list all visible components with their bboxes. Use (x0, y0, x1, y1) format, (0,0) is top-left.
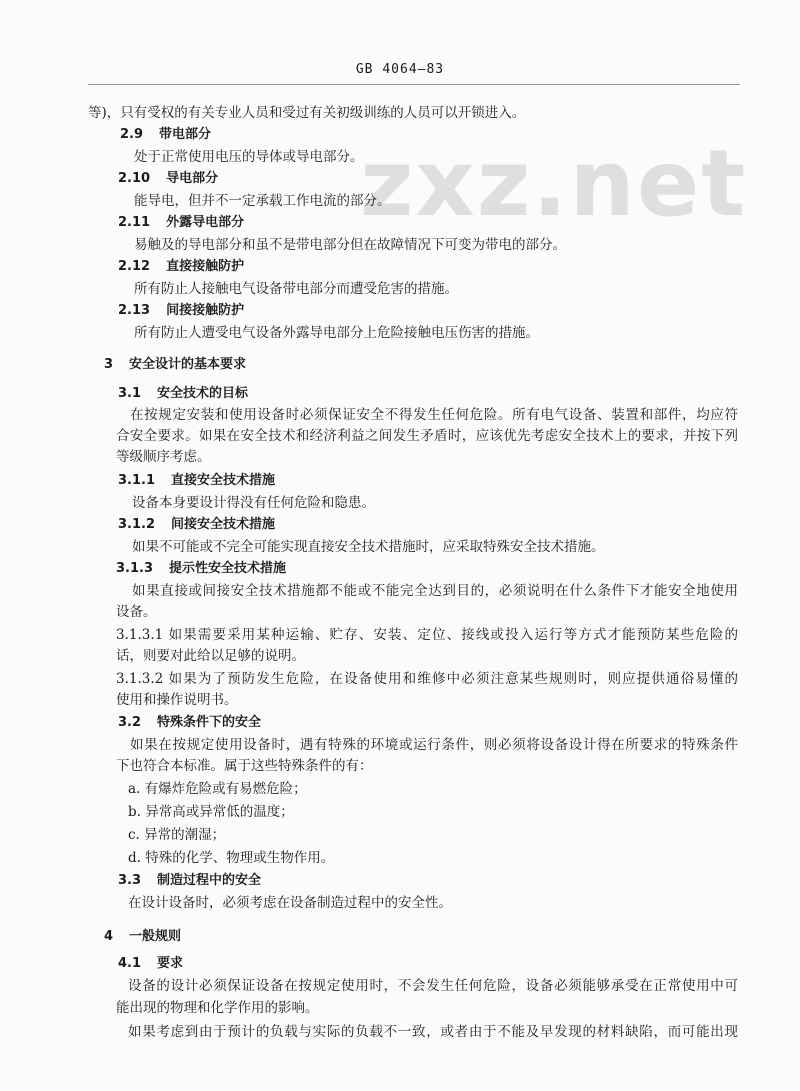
header-divider (88, 84, 740, 85)
section-heading-3-3 (118, 872, 261, 890)
section-number: 3.1.1 (118, 473, 156, 488)
text-line: 所有防止人接触电气设备带电部分而遭受危害的措施。 (134, 281, 458, 297)
section-title: 要求 (157, 956, 184, 971)
text-line: 处于正常使用电压的导体或导电部分。 (134, 149, 364, 165)
section-number: 2.11 (118, 215, 151, 230)
section-number: 3.2 (118, 715, 142, 730)
section-heading-2-13 (118, 302, 244, 320)
list-item: c. 异常的潮湿； (128, 827, 226, 843)
section-title: 间接安全技术措施 (171, 517, 276, 532)
standard-code-header: GB 4064—83 (355, 62, 445, 77)
list-item: b. 异常高或异常低的温度； (128, 804, 294, 820)
text-line: 在按规定安装和使用设备时必须保证安全不得发生任何危险。所有电气设备、装置和部件，均应符 (130, 407, 738, 423)
text-line: 设备的设计必须保证设备在按规定使用时，不会发生任何危险，设备必须能够承受在正常使用中可 (128, 978, 738, 994)
text-line: 如果直接或间接安全技术措施都不能或不能完全达到目的，必须说明在什么条件下才能安全地使用 (132, 583, 738, 599)
text-line: 设备本身要设计得没有任何危险和隐患。 (132, 495, 375, 511)
text-line: 如果不可能或不完全可能实现直接安全技术措施时，应采取特殊安全技术措施。 (132, 539, 605, 555)
list-item: a. 有爆炸危险或有易燃危险； (128, 781, 307, 797)
section-number: 4.1 (118, 956, 142, 971)
section-title: 一般规则 (129, 929, 182, 944)
text-line: 下也符合本标准。属于这些特殊条件的有： (116, 758, 373, 774)
section-heading-3-1 (118, 385, 248, 403)
section-title: 间接接触防护 (166, 303, 245, 318)
section-heading-3 (104, 356, 246, 374)
text-line: 3.1.3.1 如果需要采用某种运输、贮存、安装、定位、接线或投入运行等方式才能预防某些危险的 (116, 627, 738, 643)
text-line: 等)，只有受权的有关专业人员和受过有关初级训练的人员可以开锁进入。 (88, 105, 526, 121)
section-title: 制造过程中的安全 (157, 873, 262, 888)
section-heading-2-11 (118, 214, 244, 232)
section-heading-3-1-1 (118, 472, 275, 490)
section-number: 2.9 (120, 127, 144, 142)
section-heading-3-1-3 (116, 560, 286, 578)
text-line: 等级顺序考虑。 (116, 449, 211, 465)
text-line: 如果考虑到由于预计的负载与实际的负载不一致，或者由于不能及早发现的材料缺陷，而可能出现 (128, 1024, 738, 1040)
section-number: 3 (104, 357, 114, 372)
text-line: 易触及的导电部分和虽不是带电部分但在故障情况下可变为带电的部分。 (134, 237, 566, 253)
section-number: 2.12 (118, 259, 151, 274)
text-line: 设备。 (116, 604, 157, 620)
section-title: 安全设计的基本要求 (129, 357, 247, 372)
section-heading-3-2 (118, 714, 261, 732)
section-title: 提示性安全技术措施 (169, 561, 287, 576)
section-heading-2-9 (120, 126, 211, 144)
text-line: 3.1.3.2 如果为了预防发生危险，在设备使用和维修中必须注意某些规则时，则应提供通俗易懂的 (116, 671, 738, 687)
text-line: 在设计设备时，必须考虑在设备制造过程中的安全性。 (128, 895, 452, 911)
section-number: 3.1 (118, 386, 142, 401)
section-heading-3-1-2 (118, 516, 275, 534)
section-number: 3.1.2 (118, 517, 156, 532)
section-number: 3.3 (118, 873, 142, 888)
section-number: 2.13 (118, 303, 151, 318)
list-item: d. 特殊的化学、物理或生物作用。 (128, 850, 335, 866)
section-title: 导电部分 (166, 171, 219, 186)
section-title: 特殊条件下的安全 (157, 715, 262, 730)
text-line: 合安全要求。如果在安全技术和经济利益之间发生矛盾时，应该优先考虑安全技术上的要求，并按下列 (116, 428, 738, 444)
section-number: 3.1.3 (116, 561, 154, 576)
section-heading-2-12 (118, 258, 244, 276)
text-line: 能出现的物理和化学作用的影响。 (116, 1000, 319, 1016)
text-line: 能导电，但并不一定承载工作电流的部分。 (134, 193, 391, 209)
text-line: 所有防止人遭受电气设备外露导电部分上危险接触电压伤害的措施。 (134, 325, 539, 341)
section-title: 带电部分 (159, 127, 212, 142)
section-number: 4 (104, 929, 114, 944)
section-title: 直接安全技术措施 (171, 473, 276, 488)
section-title: 外露导电部分 (166, 215, 245, 230)
section-title: 直接接触防护 (166, 259, 245, 274)
section-number: 2.10 (118, 171, 151, 186)
section-heading-4 (104, 928, 181, 946)
section-heading-4-1 (118, 955, 183, 973)
watermark: zxz.net (360, 130, 748, 237)
text-line: 如果在按规定使用设备时，遇有特殊的环境或运行条件，则必须将设备设计得在所要求的特殊条件 (130, 737, 738, 753)
text-line: 使用和操作说明书。 (116, 692, 238, 708)
section-heading-2-10 (118, 170, 218, 188)
section-title: 安全技术的目标 (157, 386, 249, 401)
text-line: 话，则要对此给以足够的说明。 (116, 648, 305, 664)
